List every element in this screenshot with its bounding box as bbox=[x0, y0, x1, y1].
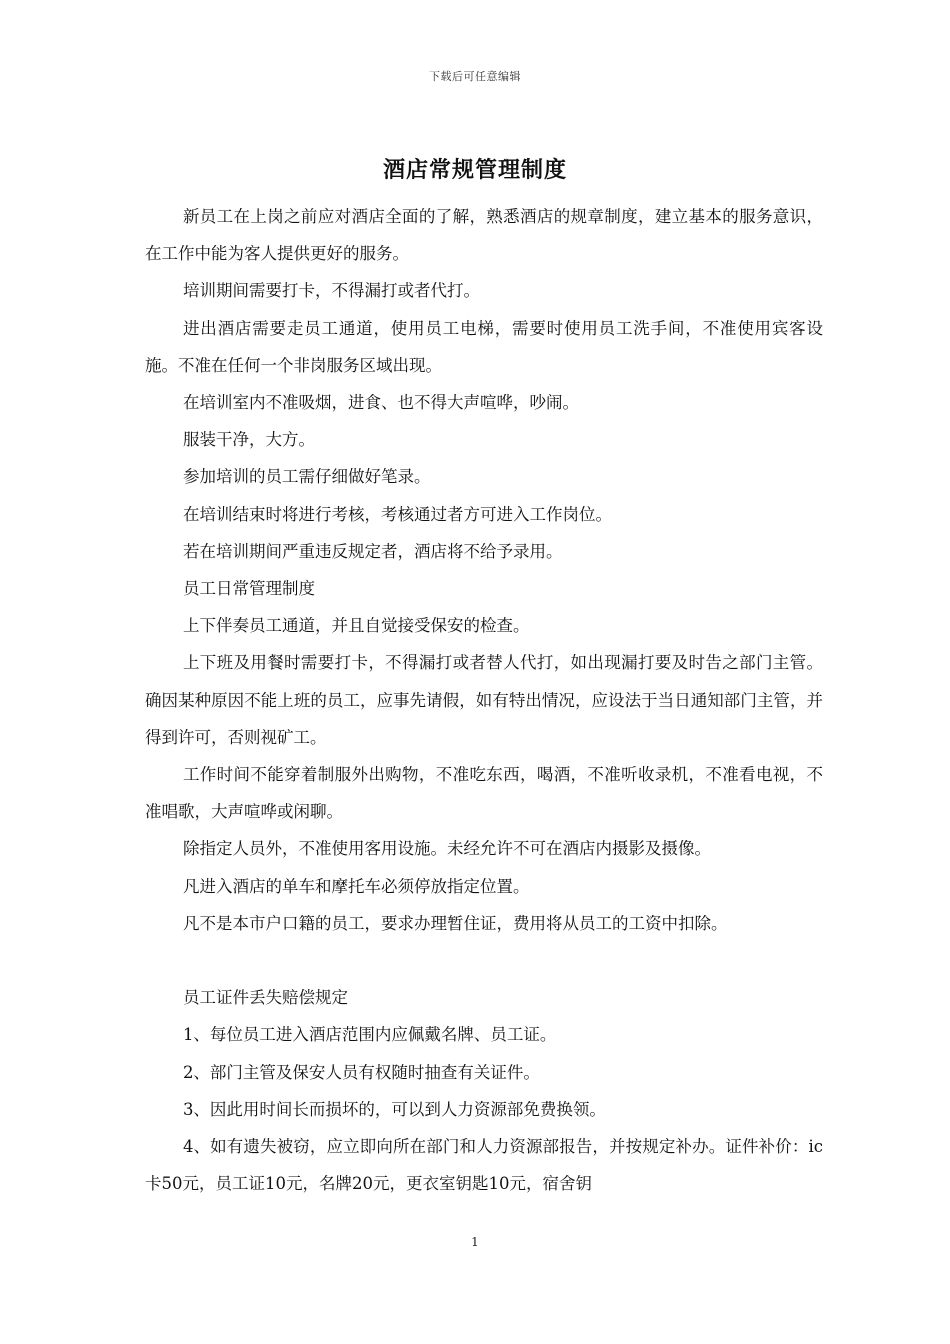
list-item: 2、部门主管及保安人员有权随时抽查有关证件。 bbox=[182, 1062, 540, 1082]
list-item: 3、因此用时间长而损坏的，可以到人力资源部免费换领。 bbox=[182, 1099, 606, 1119]
paragraph: 工作时间不能穿着制服外出购物，不准吃东西，喝酒，不准听收录机，不准看电视，不准唱歌，大声喧哗或闲聊。 bbox=[145, 765, 823, 822]
paragraph: 凡不是本市户口籍的员工，要求办理暂住证，费用将从员工的工资中扣除。 bbox=[182, 913, 728, 933]
document-title: 酒店常规管理制度 bbox=[382, 157, 567, 183]
paragraph: 凡进入酒店的单车和摩托车必须停放指定位置。 bbox=[182, 876, 530, 896]
blank-line bbox=[145, 942, 823, 979]
paragraph: 在培训室内不准吸烟，进食、也不得大声喧哗，吵闹。 bbox=[182, 393, 579, 413]
page-number: 1 bbox=[471, 1235, 479, 1249]
document-body bbox=[145, 198, 823, 1202]
paragraph: 若在培训期间严重违反规定者，酒店将不给予录用。 bbox=[182, 541, 563, 561]
paragraph: 进出酒店需要走员工通道，使用员工电梯，需要时使用员工洗手间，不准使用宾客设施。不准在任何一个非岗服务区域出现。 bbox=[145, 318, 823, 375]
paragraph: 参加培训的员工需仔细做好笔录。 bbox=[182, 467, 431, 487]
paragraph: 在培训结束时将进行考核，考核通过者方可进入工作岗位。 bbox=[182, 504, 612, 524]
list-item: 1、每位员工进入酒店范围内应佩戴名牌、员工证。 bbox=[182, 1025, 557, 1045]
paragraph: 服装干净，大方。 bbox=[182, 430, 315, 450]
section-heading: 员工证件丢失赔偿规定 bbox=[182, 988, 348, 1008]
paragraph: 上下班及用餐时需要打卡，不得漏打或者替人代打，如出现漏打要及时告之部门主管。确因某种原因不能上班的员工，应事先请假，如有特出情况，应设法于当日通知部门主管，并得到许可，否则视矿工。 bbox=[145, 653, 823, 747]
paragraph: 新员工在上岗之前应对酒店全面的了解，熟悉酒店的规章制度，建立基本的服务意识，在工作中能为客人提供更好的服务。 bbox=[145, 207, 823, 264]
section-heading: 员工日常管理制度 bbox=[182, 579, 315, 599]
header-note: 下载后可任意编辑 bbox=[429, 70, 521, 83]
paragraph: 除指定人员外，不准使用客用设施。未经允许不可在酒店内摄影及摄像。 bbox=[182, 839, 711, 859]
paragraph: 培训期间需要打卡，不得漏打或者代打。 bbox=[182, 281, 480, 301]
paragraph: 上下伴奏员工通道，并且自觉接受保安的检查。 bbox=[182, 616, 530, 636]
list-item: 4、如有遗失被窃，应立即向所在部门和人力资源部报告，并按规定补办。证件补价：ic卡50元，员工证10元，名牌20元，更衣室钥匙10元，宿舍钥 bbox=[145, 1137, 823, 1194]
